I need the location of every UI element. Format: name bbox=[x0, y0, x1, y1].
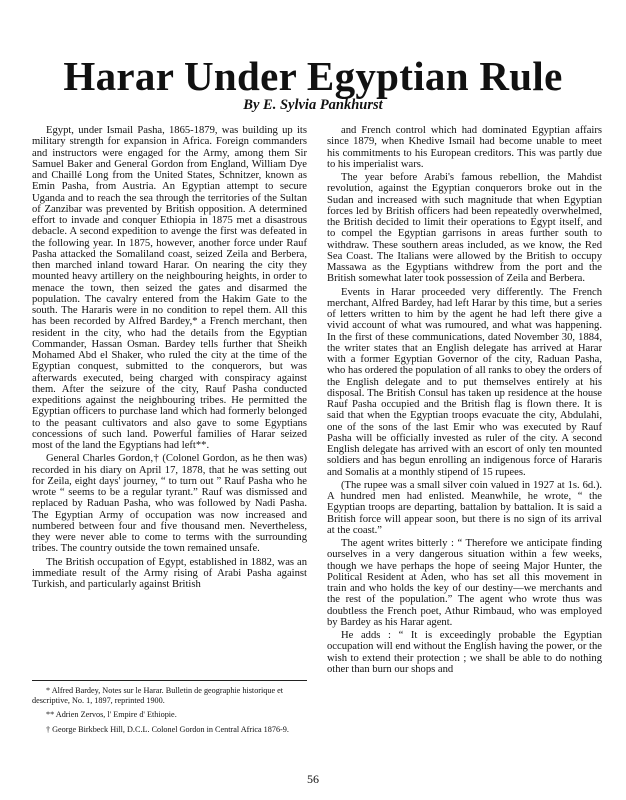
article-title: Harar Under Egyptian Rule bbox=[63, 53, 563, 99]
footnote: † George Birkbeck Hill, D.C.L. Colonel Gordon in Central Africa 1876-9. bbox=[46, 724, 289, 734]
paragraph: Events in Harar proceeded very differently. The French merchant, Alfred Bardey, had left Harar by this time, but a series of letters written to him by the agent he had left there give a vivid account of what was rumoured, and what was happening. In the first of these communications, dated November 30, 1884, the writer states that an English delegate has arrived at Harar with a former Egyptian Governor of the city, Raduan Pasha, who has ordered the population of all ranks to obey the orders of the English delegate and to put themselves entirely at his disposal. The British Consul has taken up residence at the house Rauf Pasha occupied and the British flag is flown there. It is said that when the Egyptian troops evacuate the city, Abdulahi, one of the sons of the last Emir who was executed by Rauf Pasha will be officially invested as ruler of the city. A second English delegate has arrived with an escort of only ten mounted soldiers and has begun enrolling an indigenous force of Hararis and Somalis at a monthly stipend of 15 rupees. bbox=[327, 286, 602, 478]
footnote-divider bbox=[32, 680, 307, 681]
paragraph: The British occupation of Egypt, established in 1882, was an immediate result of the Army rising of Arabi Pasha against Turkish, and particularly against British bbox=[32, 556, 307, 590]
paragraph: (The rupee was a small silver coin valued in 1927 at 1s. 6d.). A hundred men had enlisted. Meanwhile, he wrote, “ the Egyptian troops are departing, battalion by battalion. It is said a British force will appear soon, but there is no sign of its arrival at the coast.” bbox=[327, 479, 602, 536]
paragraph: Egypt, under Ismail Pasha, 1865-1879, was building up its military strength for expansion in Africa. Foreign commanders and instructors were engaged for the Army, among them Sir Samuel Baker and General Gordon from England, William Dye and Chaillé Long from the United States, Schnitzer, known as Emin Pasha, from Austria. An Egyptian attempt to secure Uganda and to reach the sea through the territories of the Sultan of Zanzibar was prevented by British opposition. A determined effort to invade and conquer Ethiopia in 1875 met a disastrous debacle. A second expedition to avenge the first was defeated in the following year. In 1875, however, another force under Rauf Pasha attacked the Somaliland coast, seized Zeila and Berbera, then marched inland toward Harar. On nearing the city they mounted heavy artillery on the neighbouring heights, in order to menace the town, then seized the gates and disarmed the population. The cavalry entered from the Hakim Gate to the south. The Hararis were in no condition to repel them. All this has been recorded by Alfred Bardey,* a French merchant, then resident in the city, who had the details from the Egyptian Commander, Hassan Osman. Bardey tells further that Sheikh Mohamed Abd el Shaker, who ruled the city at the time of the Egyptian conquest, submitted to the conquerors, but was afterwards executed, being charged with conspiracy against them. After the seizure of the city, Rauf Pasha conducted expeditions against the neighbouring tribes. He permitted the Egyptian officers to purchase land which had formerly belonged to the peasant cultivators and also gave to some Egyptians concessions of such land. Powerful families of Harar seized most of the land the Egyptians had left**. bbox=[32, 125, 307, 451]
paragraph: and French control which had dominated Egyptian affairs since 1879, when Khedive Ismail had become unable to meet his commitments to his European creditors. This was partly due to his imperialist wars. bbox=[327, 125, 602, 170]
left-column bbox=[32, 125, 307, 592]
paragraph: General Charles Gordon,† (Colonel Gordon, as he then was) recorded in his diary on April 17, 1878, that he was setting out for Zeila, eight days' journey, “ to turn out ” Rauf Pasha who he wrote “ seems to be a regular tyrant.” Rauf was dismissed and replaced by Raduan Pasha, who was followed by Nadi Pasha. The Egyptian Army of occupation was now increased and numbered between four and five thousand men. Nevertheless, they were never able to come to terms with the surrounding tribes. The country outside the town remained unsafe. bbox=[32, 453, 307, 555]
footnote: ** Adrien Zervos, l' Empire d' Ethiopie. bbox=[46, 710, 177, 720]
footnote: * Alfred Bardey, Notes sur le Harar. Bulletin de geographie historique et descriptive, No. 1, 1897, reprinted 1900. bbox=[32, 686, 284, 705]
paragraph: He adds : “ It is exceedingly probable the Egyptian occupation will end without the English having the power, or the wish to extend their protection ; we shall be able to do nothing other than burn our shops and bbox=[327, 630, 602, 675]
right-column bbox=[327, 125, 602, 677]
footnotes bbox=[32, 686, 307, 739]
paragraph: The agent writes bitterly : “ Therefore we anticipate finding ourselves in a very dangerous situation within a few weeks, though we have perhaps the hope of seeing Major Hunter, the Political Resident at Aden, who has set all this movement in train and who holds the key of our destiny—we merchants and the rest of the population.” The agent who wrote thus was doubtless the French poet, Athur Rimbaud, who was employed by Bardey as his Harar agent. bbox=[327, 538, 602, 628]
article-byline: By E. Sylvia Pankhurst bbox=[243, 97, 383, 113]
paragraph: The year before Arabi's famous rebellion, the Mahdist revolution, against the Egyptian conquerors broke out in the Sudan and increased with such magnitude that when Egyptian forces led by British officers had been repeatedly overwhelmed, the British decided to limit their operations to Egypt itself, and to compel the Egyptian garrisons in areas further south to withdraw. These southern areas included, as we know, the Red Sea Coast. The Italians were allowed by the British to occupy Massawa as the Egyptians withdrew from the port and the British somewhat later took possession of Zeila and Berbera. bbox=[327, 172, 602, 285]
page-number: 56 bbox=[307, 772, 319, 786]
